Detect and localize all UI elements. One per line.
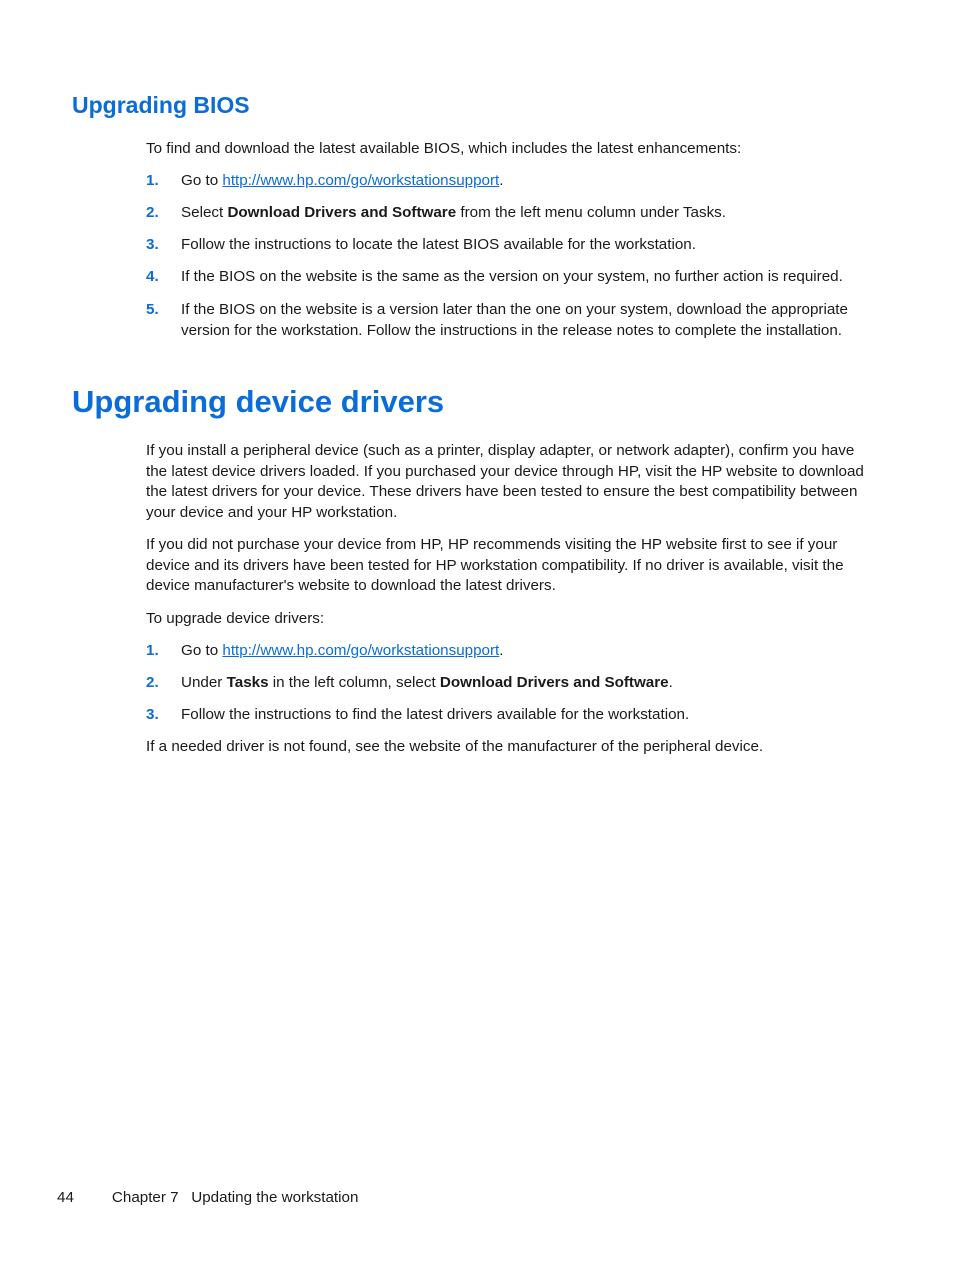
drivers-closing: If a needed driver is not found, see the website of the manufacturer of the peripheral device. bbox=[146, 738, 764, 755]
section-heading-bios: Upgrading BIOS bbox=[72, 92, 250, 118]
step-number: 5. bbox=[146, 301, 159, 318]
bios-step-1: 1. Go to http://www.hp.com/go/workstationsupport. bbox=[146, 171, 870, 192]
drivers-step-1: 1. Go to http://www.hp.com/go/workstationsupport. bbox=[146, 641, 870, 662]
bios-step-4: 4. If the BIOS on the website is the same as the version on your system, no further action is required. bbox=[146, 267, 870, 288]
step-number: 3. bbox=[146, 706, 159, 723]
bios-intro: To find and download the latest available BIOS, which includes the latest enhancements: bbox=[146, 140, 742, 157]
step-number: 4. bbox=[146, 268, 159, 285]
step-number: 1. bbox=[146, 642, 159, 659]
step-number: 3. bbox=[146, 236, 159, 253]
drivers-step-3: 3. Follow the instructions to find the latest drivers available for the workstation. bbox=[146, 705, 870, 726]
section-heading-drivers: Upgrading device drivers bbox=[72, 384, 445, 419]
step-number: 2. bbox=[146, 674, 159, 691]
drivers-paragraph-3: To upgrade device drivers: bbox=[146, 610, 325, 627]
drivers-paragraph-1: If you install a peripheral device (such as a printer, display adapter, or network adapter), confirm you have the latest device drivers loaded. If you purchased your device through HP, visit the HP website to download the latest drivers for your device. These drivers have been tested to ensure the best compatibility between your device and your HP workstation. bbox=[146, 442, 864, 521]
bios-step-3: 3. Follow the instructions to locate the latest BIOS available for the workstation. bbox=[146, 235, 870, 256]
page-footer bbox=[57, 1189, 358, 1206]
page-number: 44 bbox=[57, 1189, 74, 1206]
chapter-title: Chapter 7 Updating the workstation bbox=[111, 1189, 359, 1206]
bios-step-2: 2. Select Download Drivers and Software from the left menu column under Tasks. bbox=[146, 203, 870, 224]
drivers-paragraph-2: If you did not purchase your device from HP, HP recommends visiting the HP website first to see if your device and its drivers have been tested for HP workstation compatibility. If no driver is available, visit the device manufacturer's website to download the latest drivers. bbox=[146, 536, 844, 595]
workstation-support-link[interactable]: http://www.hp.com/go/workstationsupport bbox=[222, 172, 500, 189]
drivers-step-2: 2. Under Tasks in the left column, select Download Drivers and Software. bbox=[146, 673, 870, 694]
step-number: 1. bbox=[146, 172, 159, 189]
workstation-support-link[interactable]: http://www.hp.com/go/workstationsupport bbox=[222, 642, 500, 659]
step-number: 2. bbox=[146, 204, 159, 221]
bios-step-5: 5. If the BIOS on the website is a version later than the one on your system, download the appropriate version for the workstation. Follow the instructions in the release notes to complete the installation. bbox=[146, 301, 848, 339]
